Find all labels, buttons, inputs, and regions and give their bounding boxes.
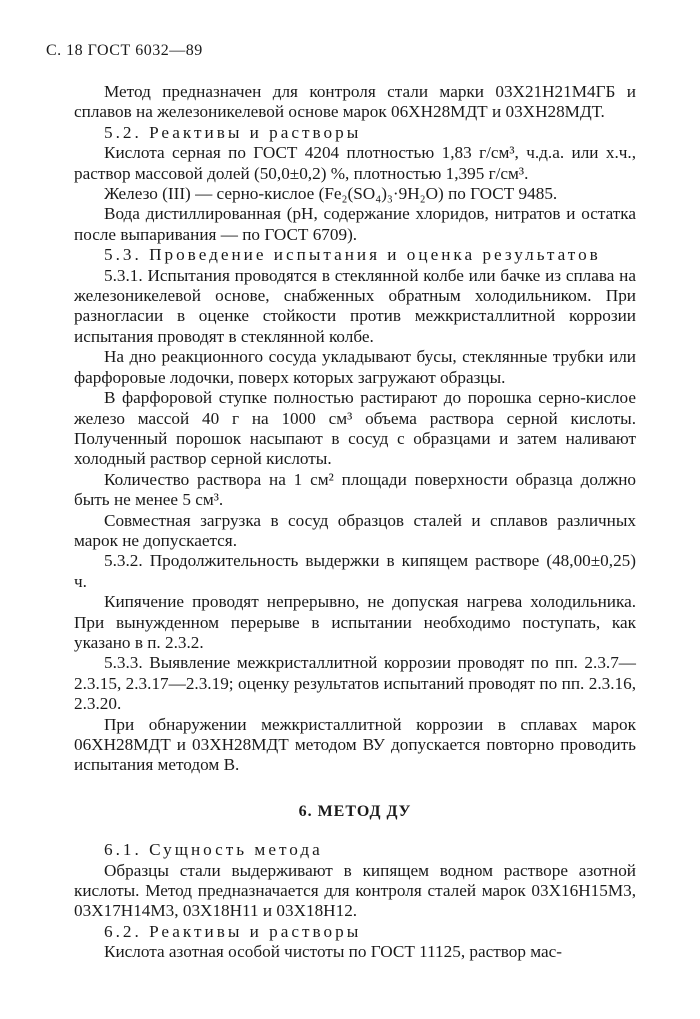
subsection-5-2-heading: 5.2. Реактивы и растворы: [104, 122, 362, 142]
paragraph-5-3-1: 5.3.1. Испытания проводятся в стеклянной колбе или бачке из сплава на железоникелевой основе, снабженных обратным холодильником. При разногласии в оценке стойкости против межкристаллитной коррозии испытания проводят в стеклянной колбе.: [74, 265, 636, 346]
subsection-6-2-heading: 6.2. Реактивы и растворы: [104, 921, 362, 941]
solution-quantity-paragraph: Количество раствора на 1 см² площади поверхности образца должно быть не менее 5 см³.: [74, 469, 636, 510]
document-body: [74, 82, 636, 963]
paragraph-5-3-2: 5.3.2. Продолжительность выдержки в кипящем растворе (48,00±0,25) ч.: [74, 551, 636, 591]
boiling-paragraph: Кипячение проводят непрерывно, не допуская нагрева холодильника. При вынужденном перерыве в испытании необходимо поступать, как указано в п. 2.3.2.: [74, 592, 636, 652]
vessel-loading-paragraph: На дно реакционного сосуда укладывают бусы, стеклянные трубки или фарфоровые лодочки, поверх которых загружают образцы.: [74, 347, 636, 387]
iron-sulfate-paragraph: Железо (III) — серно-кислое (Fe₂(SO₄)₃·9H₂O) по ГОСТ 9485.: [104, 184, 558, 204]
sulfuric-acid-paragraph: Кислота серная по ГОСТ 4204 плотностью 1,83 г/см³, ч.д.а. или х.ч., раствор массовой долей (50,0±0,2) %, плотностью 1,395 г/см³.: [74, 143, 636, 183]
mortar-paragraph: В фарфоровой ступке полностью растирают до порошка серно-кислое железо массой 40 г на 1000 см³ объема раствора серной кислоты. Полученный порошок насыпают в сосуд с образцами и затем наливают холодный раствор серной кислоты.: [74, 388, 636, 469]
joint-loading-paragraph: Совместная загрузка в сосуд образцов сталей и сплавов различных марок не допускается.: [74, 510, 636, 550]
subsection-6-1-heading: 6.1. Сущность метода: [104, 840, 323, 860]
method-essence-paragraph: Образцы стали выдерживают в кипящем водном растворе азотной кислоты. Метод предназначается для контроля сталей марок 03Х16Н15М3, 03Х17Н14М3, 03Х18Н11 и 03Х18Н12.: [74, 860, 636, 921]
page-header: С. 18 ГОСТ 6032—89: [46, 42, 203, 59]
subsection-5-3-heading: 5.3. Проведение испытания и оценка результатов: [104, 245, 601, 265]
nitric-acid-paragraph: Кислота азотная особой чистоты по ГОСТ 11125, раствор мас-: [104, 942, 563, 962]
water-paragraph: Вода дистиллированная (pH, содержание хлоридов, нитратов и остатка после выпаривания — по ГОСТ 6709).: [74, 204, 636, 244]
paragraph-5-3-3: 5.3.3. Выявление межкристаллитной коррозии проводят по пп. 2.3.7—2.3.15, 2.3.17—2.3.19; оценку результатов испытаний проводят по пп. 2.3.16, 2.3.20.: [74, 653, 636, 714]
section-6-title: 6. МЕТОД ДУ: [298, 802, 412, 820]
intro-paragraph: Метод предназначен для контроля стали марки 03Х21Н21М4ГБ и сплавов на железоникелевой основе марок 06ХН28МДТ и 03ХН28МДТ.: [74, 82, 636, 122]
retest-paragraph: При обнаружении межкристаллитной коррозии в сплавах марок 06ХН28МДТ и 03ХН28МДТ методом ВУ допускается повторно проводить испытания методом В.: [74, 714, 636, 775]
